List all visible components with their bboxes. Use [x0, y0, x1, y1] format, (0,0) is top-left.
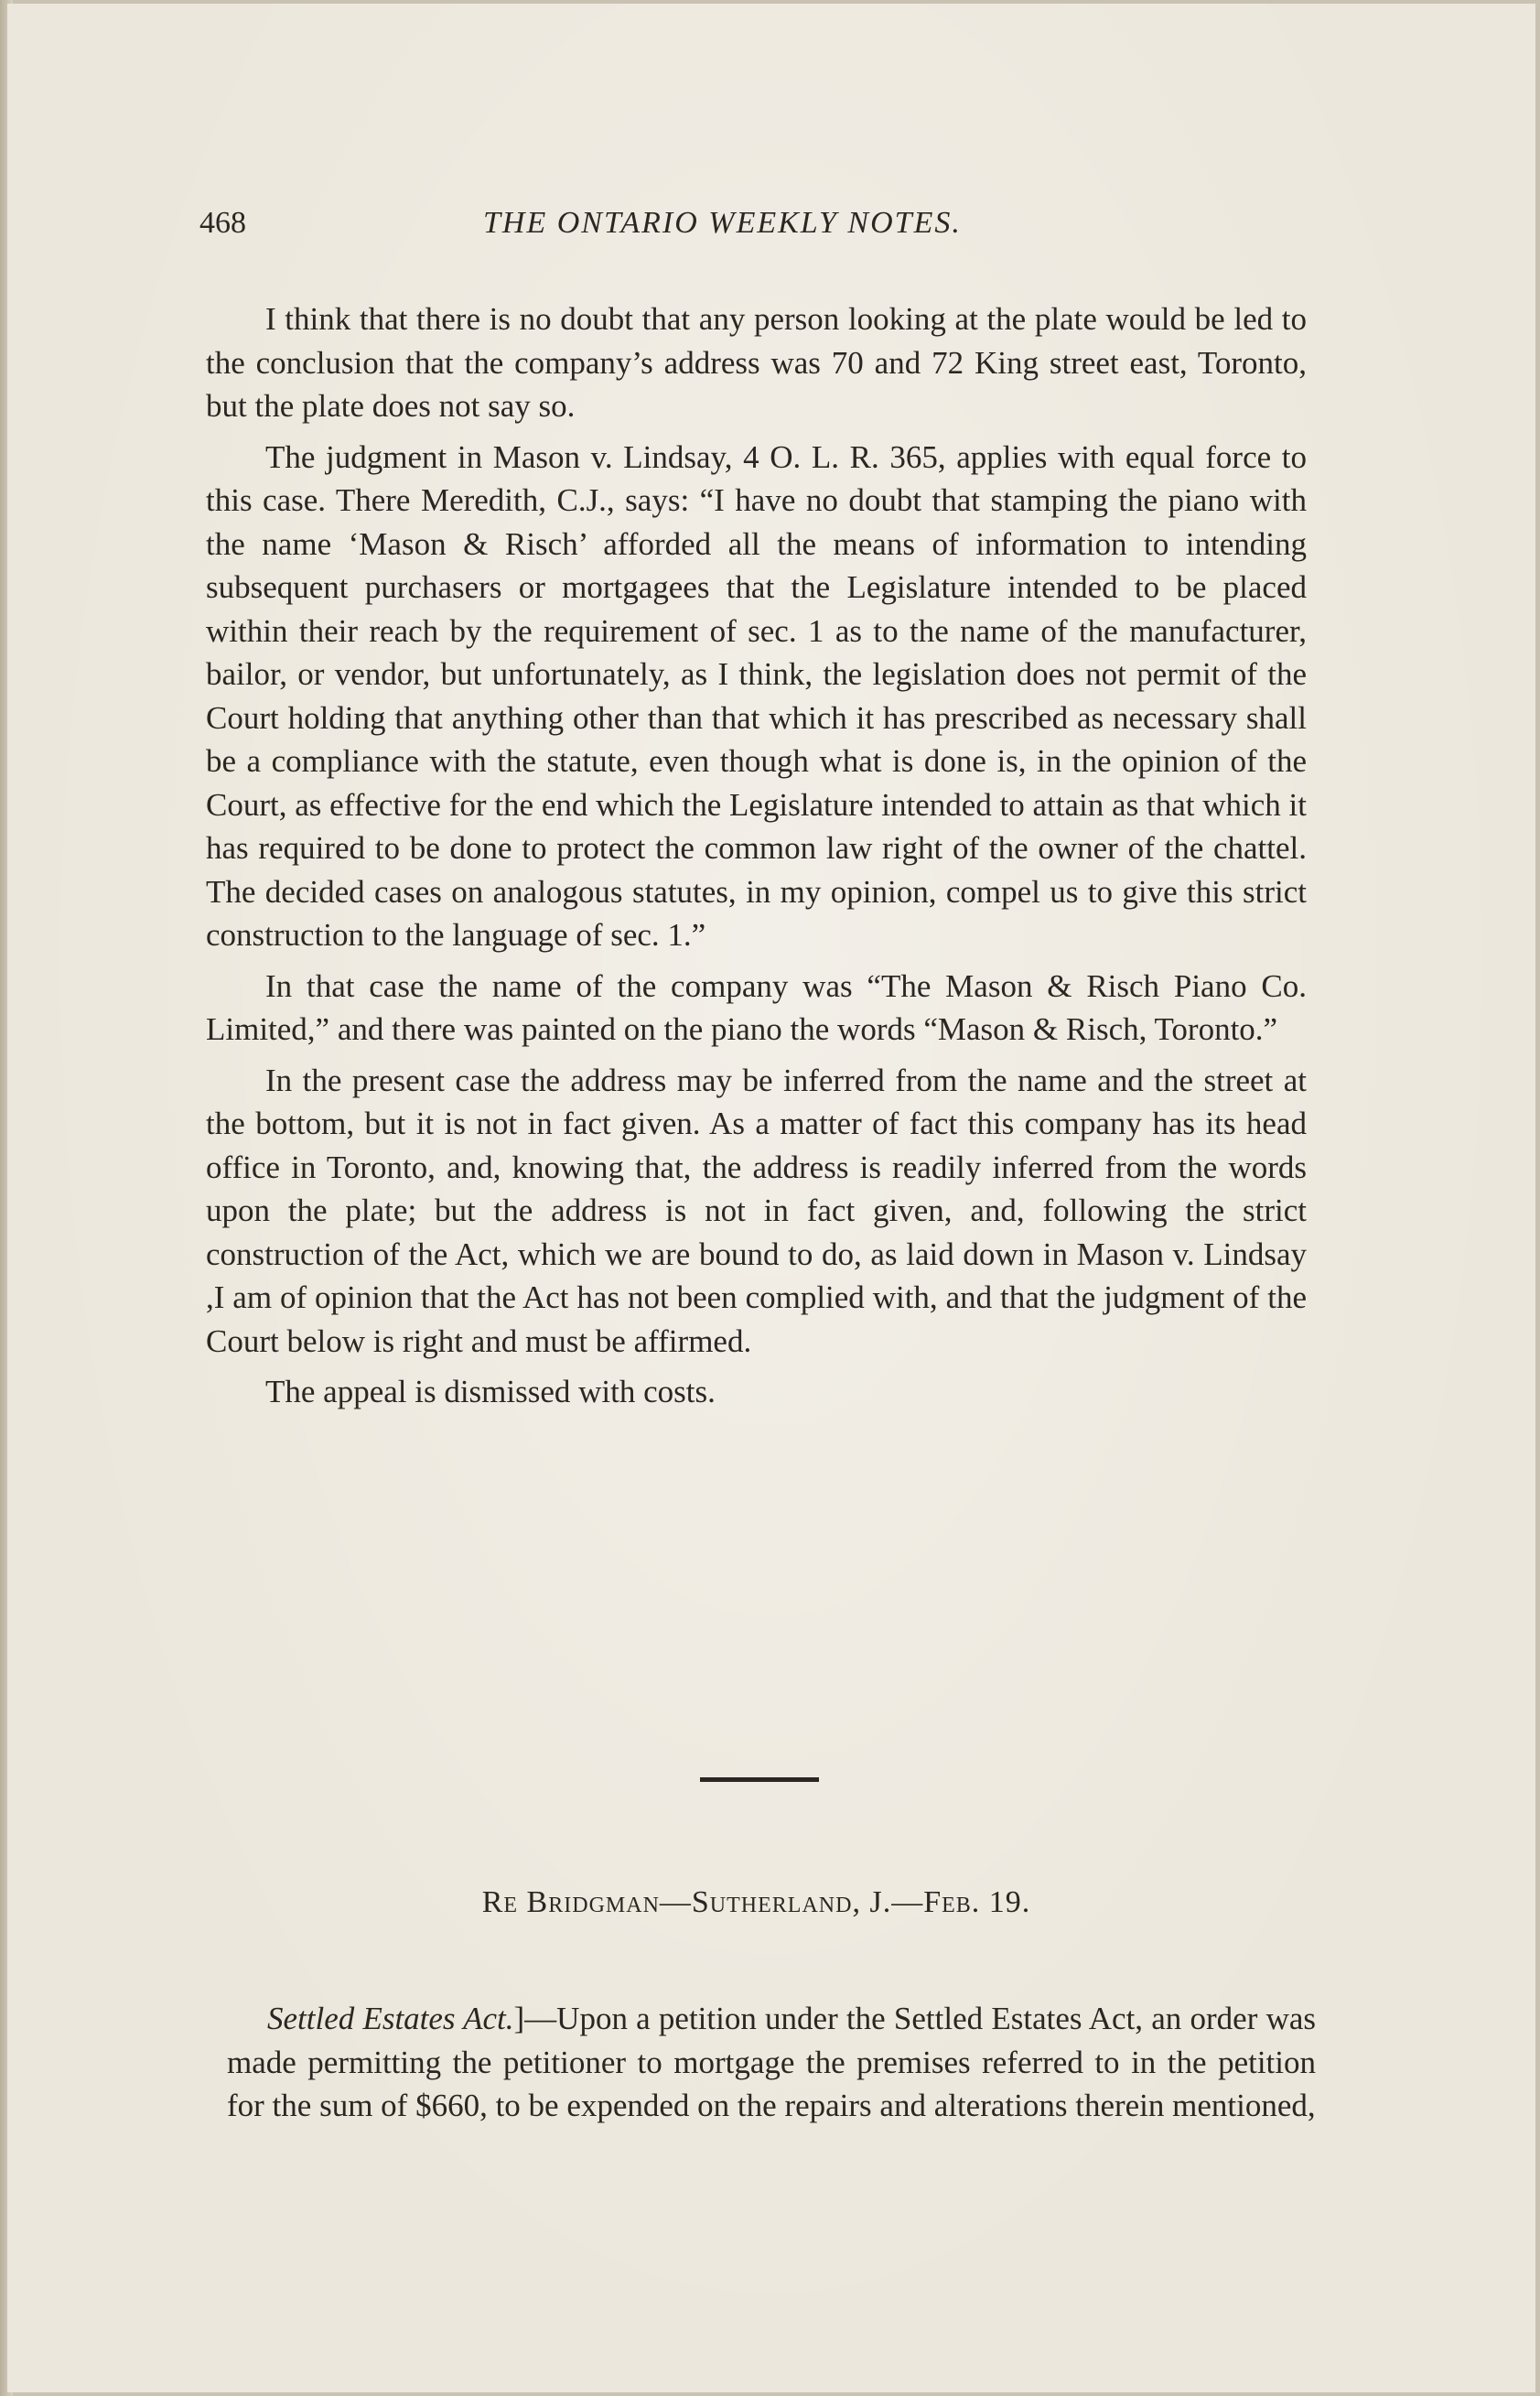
running-head — [199, 206, 1307, 252]
judgment-text — [206, 297, 1307, 1421]
case-topic: Settled Estates Act. — [267, 2001, 514, 2036]
case-body: ]—Upon a petition under the Settled Estates Act, an order was made permitting the petitioner to mortgage the premises referred to in the petition for the sum of $660, to be expended on the repairs and alterations therein mentioned, — [227, 2001, 1316, 2123]
case-paragraph — [227, 1997, 1316, 2128]
page-number: 468 — [199, 206, 246, 240]
case-heading: Re Bridgman—Sutherland, J.—Feb. 19. — [481, 1885, 1031, 1919]
paragraph: The judgment in Mason v. Lindsay, 4 O. L. R. 365, applies with equal force to this case. There Meredith, C.J., says: “I have no doubt that stamping the piano with the name ‘Mason & Risch’ afforded all the means of information to intending subsequent purchasers or mortgagees that the Legislature intended to be placed within their reach by the requirement of sec. 1 as to the name of the manufacturer, bailor, or vendor, but unfortunately, as I think, the legislation does not permit of the Court holding that anything other than that which it has prescribed as necessary shall be a compliance with the statute, even though what is done is, in the opinion of the Court, as effective for the end which the Legislature intended to attain as that which it has required to be done to protect the common law right of the owner of the chattel. The decided cases on analogous statutes, in my opinion, compel us to give this strict construction to the language of sec. 1.” — [206, 438, 1307, 953]
paragraph: In the present case the address may be inferred from the name and the street at the bottom, but it is not in fact given. As a matter of fact this company has its head office in Toronto, and, knowing that, the address is readily inferred from the words upon the plate; but the address is not in fact given, and, following the strict construction of the Act, which we are bound to do, as laid down in Mason v. Lindsay ,I am of opinion that the Act has not been complied with, and that the judgment of the Court below is right and must be affirmed. — [206, 1062, 1307, 1359]
case-summary — [227, 1997, 1316, 2128]
paragraph: I think that there is no doubt that any person looking at the plate would be led to the conclusion that the company’s address was 70 and 72 King street east, Toronto, but the plate does not say so. — [206, 301, 1307, 424]
paragraph: In that case the name of the company was “The Mason & Risch Piano Co. Limited,” and there was painted on the piano the words “Mason & Risch, Toronto.” — [206, 967, 1307, 1047]
paragraph: The appeal is dismissed with costs. — [265, 1374, 716, 1409]
journal-title: THE ONTARIO WEEKLY NOTES. — [483, 206, 962, 240]
section-divider — [700, 1777, 819, 1782]
